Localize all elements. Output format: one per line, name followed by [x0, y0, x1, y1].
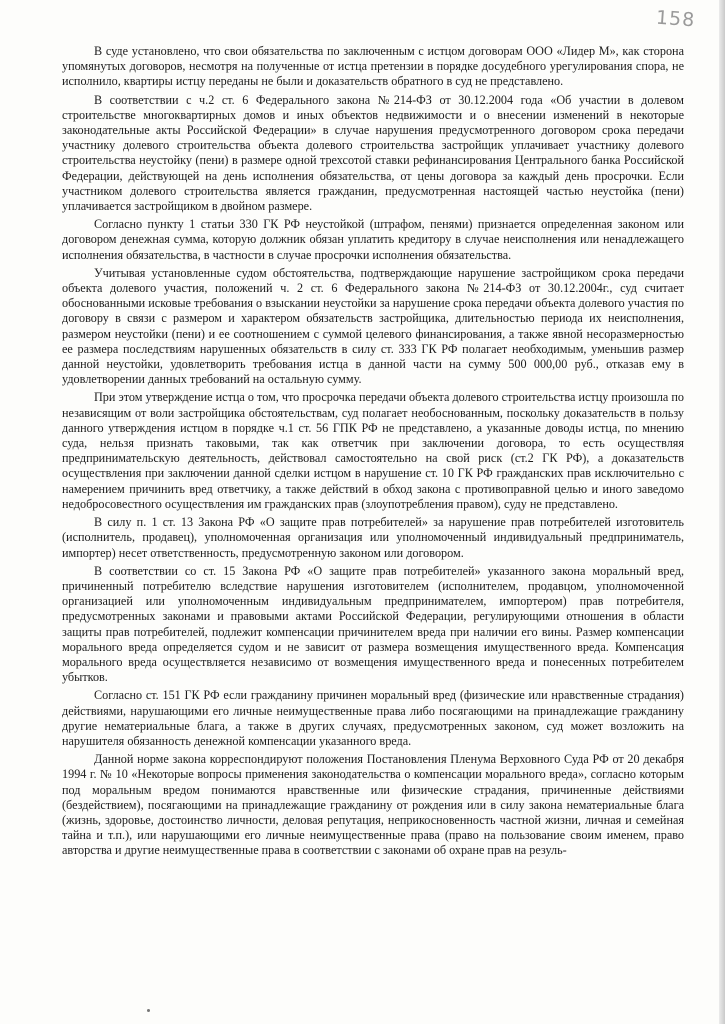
- paragraph-5: При этом утверждение истца о том, что просрочка передачи объекта долевого строительства истцу произошла по независящим от воли застройщика обстоятельствам, суд полагает необоснованным, поскольку доказательств в пользу данного утверждения истцом в порядке ч.1 ст. 56 ГПК РФ не представлено, а указанные доводы истца, по мнению суда, нельзя признать таковыми, так как ответчик при заключении договора, то есть осуществляя предпринимательскую деятельность, действовал самостоятельно на свой риск (ст.2 ГК РФ), а доказательств осуществления при заключении данной сделки истцом в нарушение ст. 10 ГК РФ гражданских прав исключительно с намерением причинить вред ответчику, а также действий в обход закона с противоправной целью и иного заведомо недобросовестного осуществления им гражданских прав (злоупотребления правом), суду не представлено.: [62, 390, 684, 511]
- paragraph-8: Согласно ст. 151 ГК РФ если гражданину причинен моральный вред (физические или нравственные страдания) действиями, нарушающими его личные неимущественные права либо посягающими на принадлежащие гражданину другие нематериальные блага, а также в других случаях, предусмотренных законом, суд может возложить на нарушителя обязанность денежной компенсации указанного вреда.: [62, 688, 684, 748]
- paragraph-4: Учитывая установленные судом обстоятельства, подтверждающие нарушение застройщиком срока передачи объекта долевого участия, положений ч. 2 ст. 6 Федерального закона №214-ФЗ от 30.12.2004г., суд считает обоснованными исковые требования о взыскании неустойки за нарушение срока передачи объекта долевого участия по договору в связи с размером и характером обязательств застройщика, длительностью периода их неисполнения, размером неустойки (пени) и ее соотношением с суммой целевого финансирования, а также явной несоразмерностью ее размера последствиям нарушенных обязательств в силу ст. 333 ГК РФ полагает необходимым, уменьшив размер данной неустойки, удовлетворить требования истца в данной части на сумму 500 000,00 руб., отказав ему в удовлетворении данных требований на остальную сумму.: [62, 265, 684, 387]
- paragraph-2: В соответствии с ч.2 ст. 6 Федерального закона №214-ФЗ от 30.12.2004 года «Об участии в долевом строительстве многоквартирных домов и иных объектов недвижимости и о внесении изменений в некоторые законодательные акты Российской Федерации» в случае нарушения предусмотренного договором срока передачи участнику долевого строительства объекта долевого строительства застройщик уплачивает участнику долевого строительства неустойку (пени) в размере одной трехсотой ставки рефинансирования Центрального банка Российской Федерации, действующей на день исполнения обязательства, от цены договора за каждый день просрочки. Если участником долевого строительства является гражданин, предусмотренная настоящей частью неустойка (пени) уплачивается застройщиком в двойном размере.: [62, 92, 684, 214]
- document-body: [62, 44, 684, 862]
- paragraph-1: В суде установлено, что свои обязательства по заключенным с истцом договорам ООО «Лидер М», как сторона упомянутых договоров, несмотря на полученные от истца претензии в порядке досудебного урегулирования спора, не исполнило, квартиры истцу переданы не были и доказательств обратного в суд не представлено.: [62, 44, 684, 89]
- paragraph-7: В соответствии со ст. 15 Закона РФ «О защите прав потребителей» указанного закона моральный вред, причиненный потребителю вследствие нарушения изготовителем (исполнителем, продавцом, уполномоченной организацией или уполномоченным индивидуальным предпринимателем, импортером) прав потребителя, предусмотренных законами и правовыми актами Российской Федерации, регулирующими отношения в области защиты прав потребителей, подлежит компенсации причинителем вреда при наличии его вины. Размер компенсации морального вреда определяется судом и не зависит от размера возмещения имущественного вреда. Компенсация морального вреда осуществляется независимо от возмещения имущественного вреда и понесенных потребителем убытков.: [62, 563, 684, 685]
- paragraph-6: В силу п. 1 ст. 13 Закона РФ «О защите прав потребителей» за нарушение прав потребителей изготовитель (исполнитель, продавец), уполномоченная организация или уполномоченный индивидуальный предприниматель, импортер) несет ответственность, предусмотренную законом или договором.: [62, 515, 684, 560]
- scan-speck: [147, 1009, 150, 1012]
- paragraph-9: Данной норме закона корреспондируют положения Постановления Пленума Верховного Суда РФ от 20 декабря 1994 г. № 10 «Некоторые вопросы применения законодательства о компенсации морального вреда», согласно которым под моральным вредом понимаются нравственные или физические страдания, причиненные действиями (бездействием), посягающими на принадлежащие гражданину от рождения или в силу закона нематериальные блага (жизнь, здоровье, достоинство личности, деловая репутация, неприкосновенность частной жизни, личная и семейная тайна и т.п.), или нарушающими его личные неимущественные права (право на пользование своим именем, право авторства и другие неимущественные права в соответствии с законами об охране прав на резуль-: [62, 752, 684, 858]
- scan-edge-shadow: [719, 0, 725, 1024]
- paragraph-3: Согласно пункту 1 статьи 330 ГК РФ неустойкой (штрафом, пенями) признается определенная законом или договором денежная сумма, которую должник обязан уплатить кредитору в случае неисполнения или ненадлежащего исполнения обязательства, в частности в случае просрочки исполнения обязательства.: [62, 217, 684, 262]
- page-number: 158: [655, 6, 696, 32]
